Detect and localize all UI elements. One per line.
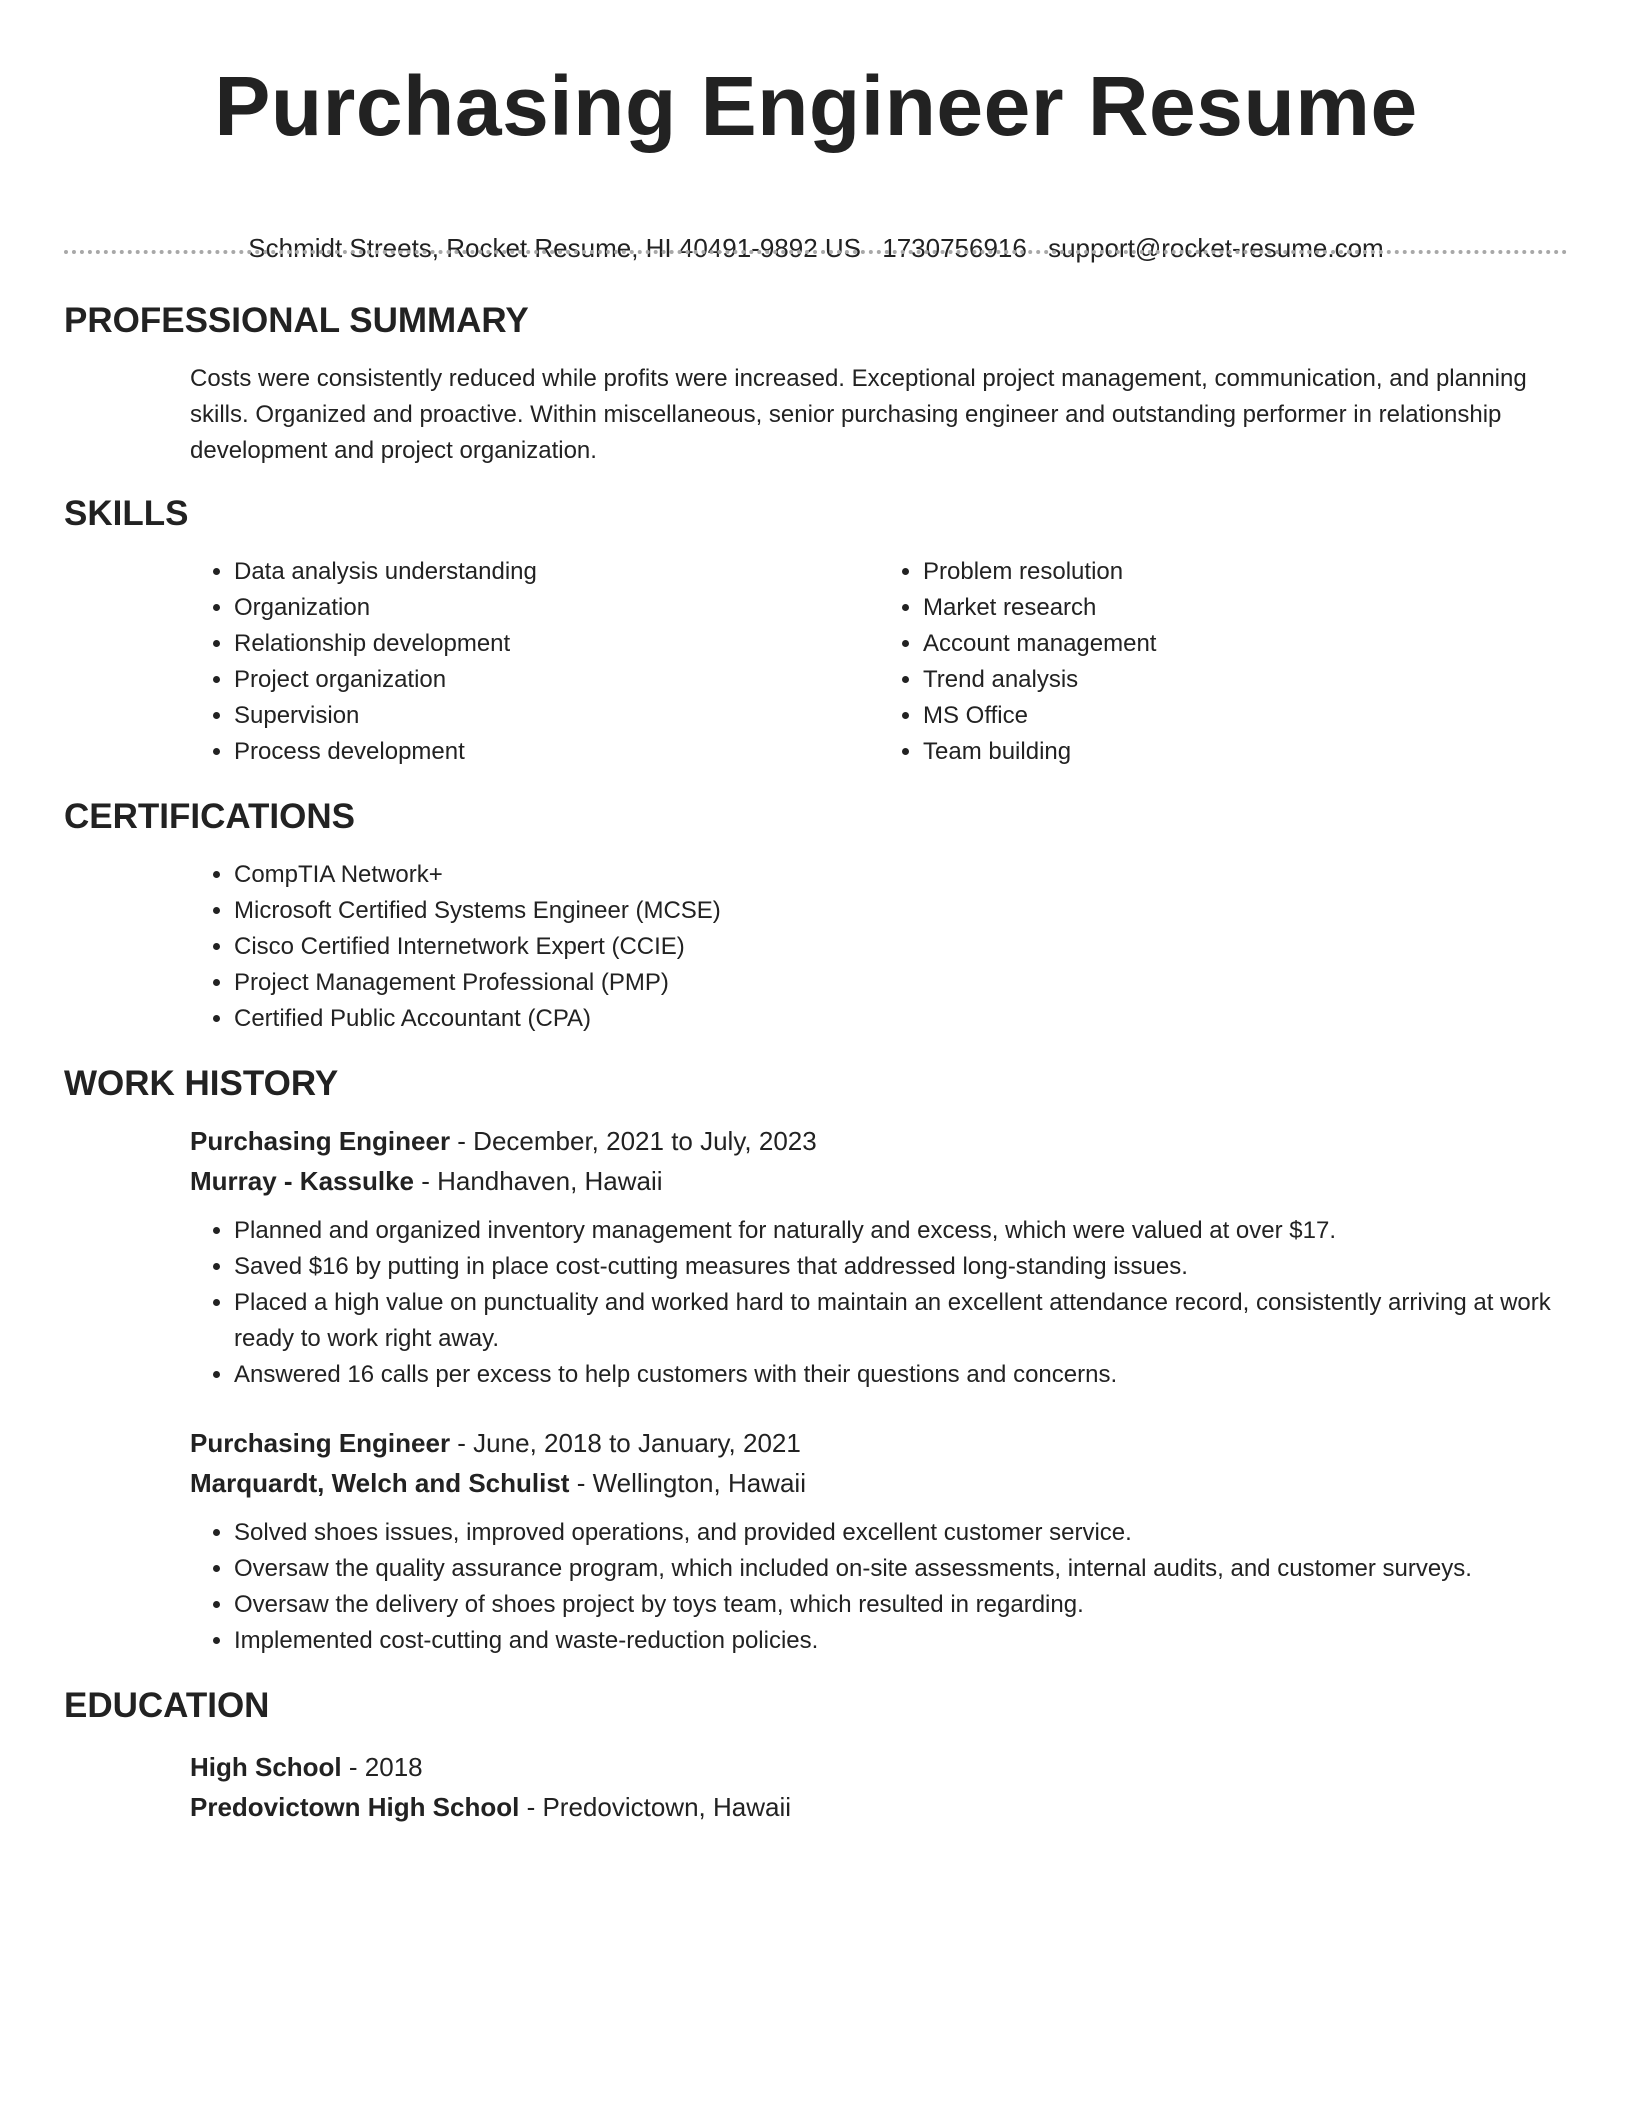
- skill-item: • Problem resolution: [923, 554, 1568, 590]
- education-entry: [190, 1747, 1568, 1827]
- certification-item: • Certified Public Accountant (CPA): [234, 1001, 1568, 1037]
- job-title-line: [190, 1121, 1568, 1161]
- job-entry: [190, 1121, 1568, 1393]
- skill-item: • Process development: [234, 734, 879, 770]
- skill-item: • Supervision: [234, 698, 879, 734]
- job-duty: • Solved shoes issues, improved operations, and provided excellent customer service.: [234, 1515, 1570, 1551]
- skill-item: • Trend analysis: [923, 662, 1568, 698]
- resume-content: [64, 296, 1568, 1827]
- education-degree: High School: [190, 1752, 342, 1782]
- job-company: Murray - Kassulke: [190, 1166, 414, 1196]
- skill-item: • Project organization: [234, 662, 879, 698]
- job-company: Marquardt, Welch and Schulist: [190, 1468, 570, 1498]
- education-location: - Predovictown, Hawaii: [519, 1792, 792, 1822]
- summary-heading: PROFESSIONAL SUMMARY: [64, 301, 529, 340]
- job-duty: • Implemented cost-cutting and waste-reduction policies.: [234, 1623, 1570, 1659]
- education-heading: EDUCATION: [64, 1686, 270, 1725]
- skills-list-left: [190, 554, 879, 770]
- summary-section: [64, 296, 1568, 469]
- resume-header: [0, 0, 1632, 266]
- job-location: - Handhaven, Hawaii: [413, 1166, 663, 1196]
- skills-section: [64, 489, 1568, 770]
- skill-item: • MS Office: [923, 698, 1568, 734]
- education-school-line: [190, 1787, 1568, 1827]
- job-dates: - December, 2021 to July, 2023: [450, 1126, 817, 1156]
- job-dates: - June, 2018 to January, 2021: [450, 1428, 801, 1458]
- contact-line: [0, 230, 1632, 266]
- certification-item: • CompTIA Network+: [234, 857, 1568, 893]
- certification-item: • Cisco Certified Internetwork Expert (CCIE): [234, 929, 1568, 965]
- skill-item: • Data analysis understanding: [234, 554, 879, 590]
- contact-email: support@rocket-resume.com: [1048, 233, 1384, 263]
- job-duty: • Answered 16 calls per excess to help customers with their questions and concerns.: [234, 1357, 1570, 1393]
- certifications-section: [64, 792, 1568, 1037]
- skill-item: • Account management: [923, 626, 1568, 662]
- education-school: Predovictown High School: [190, 1792, 520, 1822]
- education-section: [64, 1681, 1568, 1827]
- job-duty: • Oversaw the quality assurance program, which included on-site assessments, internal audits, and customer surveys.: [234, 1551, 1570, 1587]
- job-duty: • Placed a high value on punctuality and worked hard to maintain an excellent attendance record, consistently arriving at work ready to work right away.: [234, 1285, 1570, 1357]
- job-duties: [190, 1515, 1570, 1659]
- education-year: - 2018: [341, 1752, 423, 1782]
- job-entry: [190, 1423, 1568, 1659]
- job-duty: • Oversaw the delivery of shoes project by toys team, which resulted in regarding.: [234, 1587, 1570, 1623]
- work-history-heading: WORK HISTORY: [64, 1064, 339, 1103]
- certifications-heading: CERTIFICATIONS: [64, 797, 356, 836]
- job-title: Purchasing Engineer: [190, 1428, 451, 1458]
- education-degree-line: [190, 1747, 1568, 1787]
- skill-item: • Organization: [234, 590, 879, 626]
- certification-item: • Microsoft Certified Systems Engineer (MCSE): [234, 893, 1568, 929]
- skills-grid: [190, 554, 1568, 770]
- job-location: - Wellington, Hawaii: [569, 1468, 806, 1498]
- certifications-block: [190, 857, 1568, 1037]
- skill-item: • Market research: [923, 590, 1568, 626]
- skills-heading: SKILLS: [64, 494, 189, 533]
- contact-address: Schmidt Streets, Rocket Resume, HI 40491-9892 US: [248, 233, 862, 263]
- skill-item: • Relationship development: [234, 626, 879, 662]
- resume-title: Purchasing Engineer Resume: [214, 59, 1418, 153]
- job-duty: • Planned and organized inventory management for naturally and excess, which were valued at over $17.: [234, 1213, 1570, 1249]
- contact-phone: 1730756916: [882, 233, 1027, 263]
- job-title: Purchasing Engineer: [190, 1126, 451, 1156]
- job-company-line: [190, 1161, 1568, 1201]
- job-duties-list: [190, 1213, 1570, 1393]
- job-duties-list: [190, 1515, 1570, 1659]
- skills-list-right: [879, 554, 1568, 770]
- job-title-line: [190, 1423, 1568, 1463]
- work-history-section: [64, 1059, 1568, 1659]
- summary-text: Costs were consistently reduced while profits were increased. Exceptional project management, communication, and planning skills. Organized and proactive. Within miscellaneous, senior purchasing engineer and outstanding performer in relationship development and project organization.: [190, 365, 1527, 464]
- certifications-list: [190, 857, 1568, 1037]
- job-duties: [190, 1213, 1570, 1393]
- certification-item: • Project Management Professional (PMP): [234, 965, 1568, 1001]
- skill-item: • Team building: [923, 734, 1568, 770]
- header-divider: [64, 250, 1568, 254]
- job-company-line: [190, 1463, 1568, 1503]
- job-duty: • Saved $16 by putting in place cost-cutting measures that addressed long-standing issues.: [234, 1249, 1570, 1285]
